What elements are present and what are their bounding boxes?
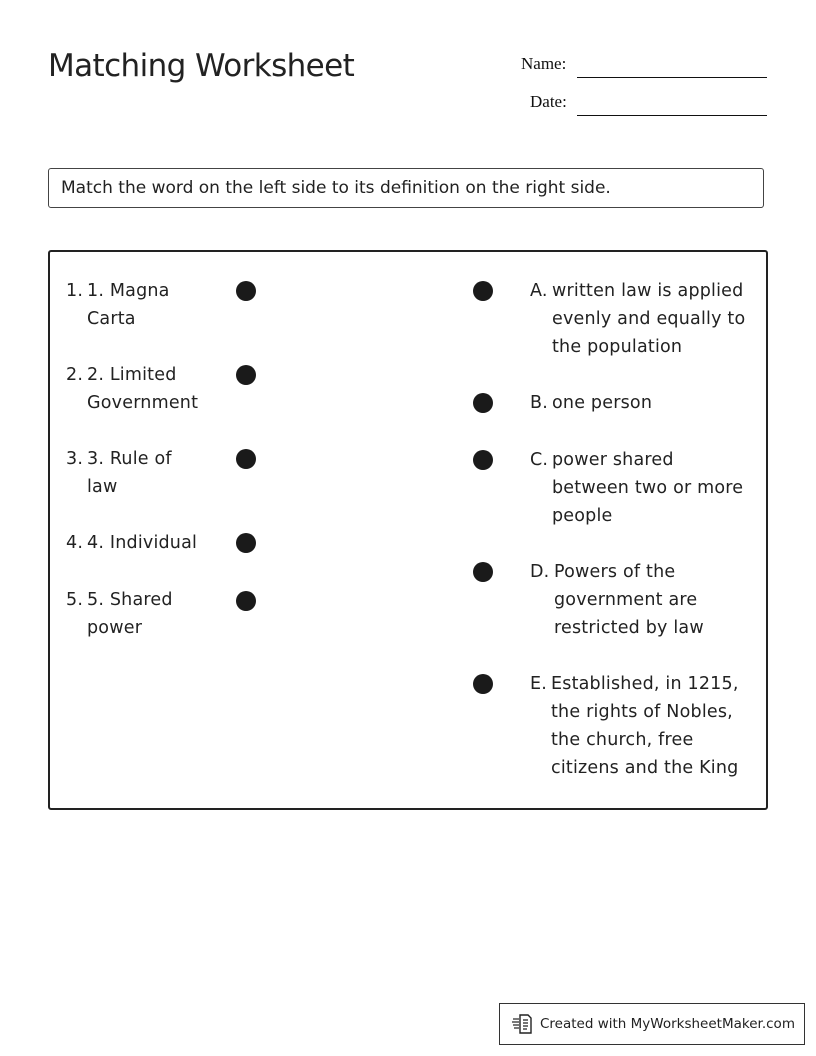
left-item-3 [66,445,172,501]
left-item-text: 5. Shared [87,590,173,610]
right-match-dot-c[interactable] [473,450,493,470]
right-item-text: written law is applied [552,281,744,301]
left-item-number: 2. [66,365,84,385]
right-item-letter: A. [530,281,548,301]
left-match-dot-3[interactable] [236,449,256,469]
left-item-text: 4. Individual [87,533,198,553]
name-field[interactable] [577,77,767,78]
right-item-text: people [552,506,613,526]
left-item-text: Government [87,393,199,413]
left-item-text: 3. Rule of [87,449,172,469]
right-item-text: Established, in 1215, [551,674,739,694]
left-item-text: 1. Magna [87,281,170,301]
left-item-1 [66,277,170,333]
right-item-letter: B. [530,393,548,413]
right-match-dot-b[interactable] [473,393,493,413]
right-item-letter: C. [530,450,549,470]
left-match-dot-2[interactable] [236,365,256,385]
right-item-text: the population [552,337,683,357]
right-item-text: one person [552,393,653,413]
left-item-4 [66,529,197,557]
right-item-text: government are [554,590,698,610]
left-match-dot-5[interactable] [236,591,256,611]
right-item-text: citizens and the King [551,758,739,778]
right-item-text: restricted by law [554,618,704,638]
instructions-box: Match the word on the left side to its definition on the right side. [48,168,764,208]
right-item-e [530,670,739,782]
right-match-dot-d[interactable] [473,562,493,582]
right-item-text: the rights of Nobles, [551,702,733,722]
right-item-letter: D. [530,562,550,582]
name-label: Name: [521,54,567,73]
left-item-text: Carta [87,309,136,329]
left-item-text: power [87,618,143,638]
left-item-text: 2. Limited [87,365,177,385]
right-item-text: the church, free [551,730,694,750]
left-item-number: 4. [66,533,84,553]
worksheet-maker-logo-icon [512,1013,532,1035]
left-item-number: 5. [66,590,84,610]
right-item-d [530,558,704,642]
right-item-c [530,446,743,530]
left-match-dot-1[interactable] [236,281,256,301]
left-match-dot-4[interactable] [236,533,256,553]
page-title: Matching Worksheet [48,48,355,84]
footer-badge[interactable] [499,1003,805,1045]
right-item-text: evenly and equally to [552,309,746,329]
right-match-dot-e[interactable] [473,674,493,694]
right-item-text: between two or more [552,478,744,498]
footer-text: Created with MyWorksheetMaker.com [540,1016,795,1032]
left-item-text: law [87,477,118,497]
left-item-2 [66,361,198,417]
right-item-a [530,277,745,361]
right-item-b [530,389,652,417]
right-item-letter: E. [530,674,548,694]
right-item-text: power shared [552,450,674,470]
right-match-dot-a[interactable] [473,281,493,301]
left-item-number: 1. [66,281,84,301]
date-label: Date: [530,92,567,111]
date-field[interactable] [577,115,767,116]
left-item-5 [66,586,173,642]
right-item-text: Powers of the [554,562,676,582]
left-item-number: 3. [66,449,84,469]
